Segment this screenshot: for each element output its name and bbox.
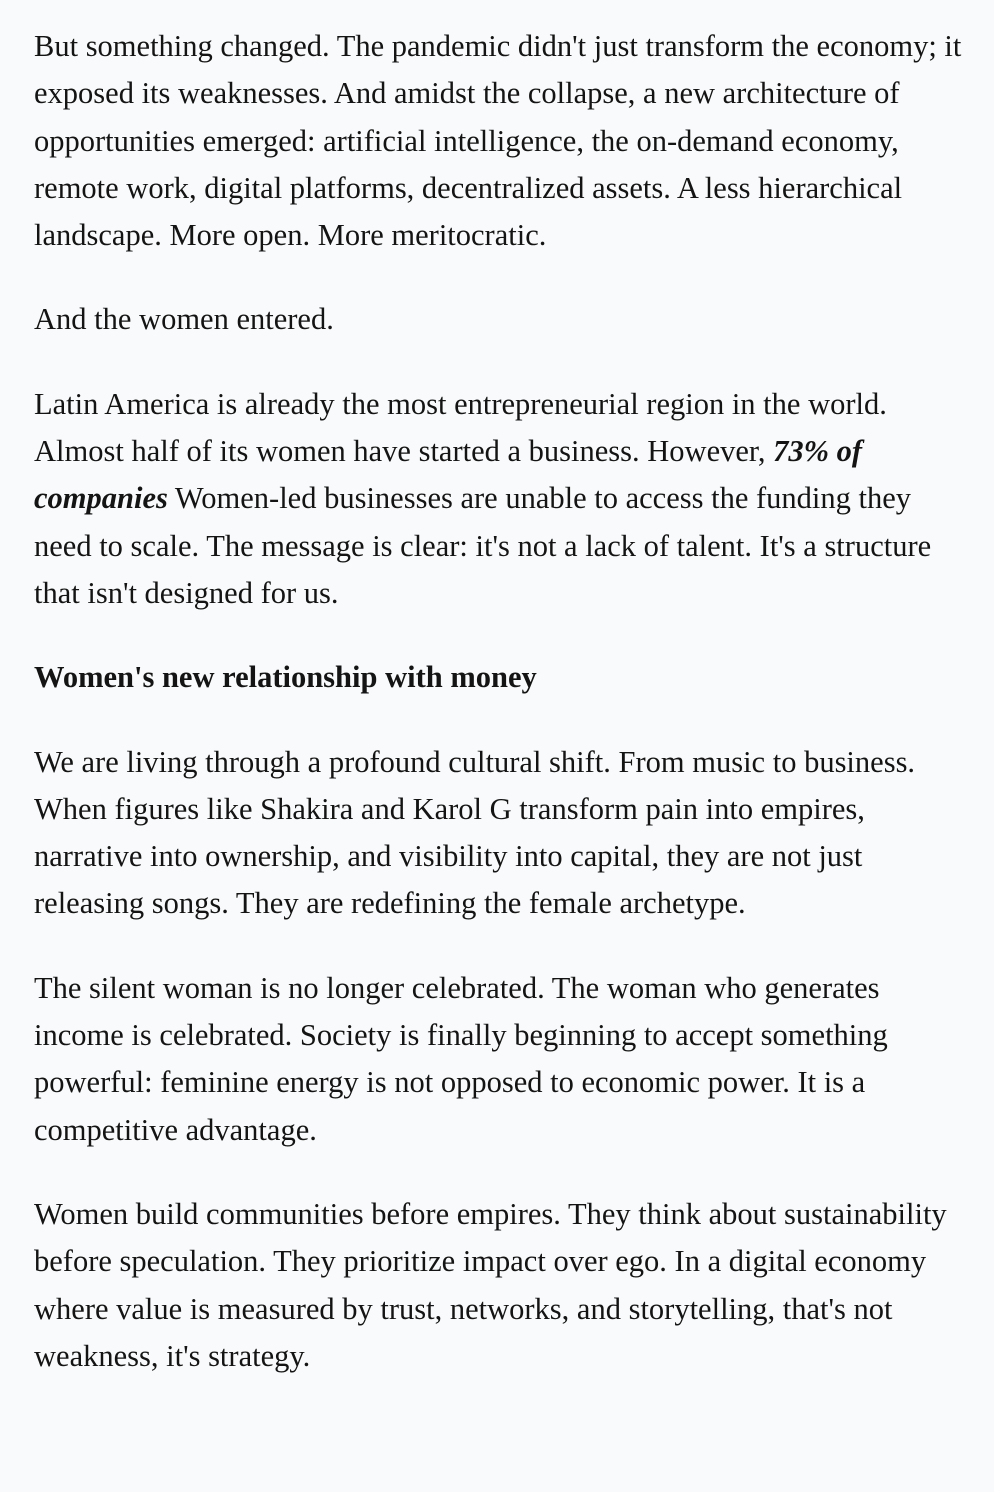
- paragraph-income-celebrated: The silent woman is no longer celebrated. The woman who generates income is celebrated. Society is finally beginning to accept something powerful: feminine energy is not opposed to economic power. It is a competitive advantage.: [34, 970, 888, 1147]
- paragraph-cultural-shift: We are living through a profound cultural shift. From music to business. When figures like Shakira and Karol G transform pain into empires, narrative into ownership, and visibility into capital, they are not just releasing songs. They are redefining the female archetype.: [34, 744, 916, 921]
- section-heading-money-relationship: Women's new relationship with money: [34, 660, 537, 695]
- latin-america-text-after: Women-led businesses are unable to access the funding they need to scale. The message is clear: it's not a lack of talent. It's a structure that isn't designed for us.: [34, 481, 932, 610]
- latin-america-text-before: Latin America is already the most entrepreneurial region in the world. Almost half of its women have started a business. However,: [34, 386, 887, 469]
- paragraph-communities-strategy: Women build communities before empires. They think about sustainability before speculation. They prioritize impact over ego. In a digital economy where value is measured by trust, networks, and storytelling, that's not weakness, it's strategy.: [34, 1196, 947, 1373]
- paragraph-latin-america-entrepreneurship: [34, 381, 964, 617]
- paragraph-women-entered: And the women entered.: [34, 302, 334, 337]
- companies-statistic-emphasis: 73% of companies: [34, 434, 863, 516]
- paragraph-pandemic-change: But something changed. The pandemic didn't just transform the economy; it exposed its weaknesses. And amidst the collapse, a new architecture of opportunities emerged: artificial intelligence, the on-demand economy, remote work, digital platforms, decentralized assets. A less hierarchical landscape. More open. More meritocratic.: [34, 29, 962, 253]
